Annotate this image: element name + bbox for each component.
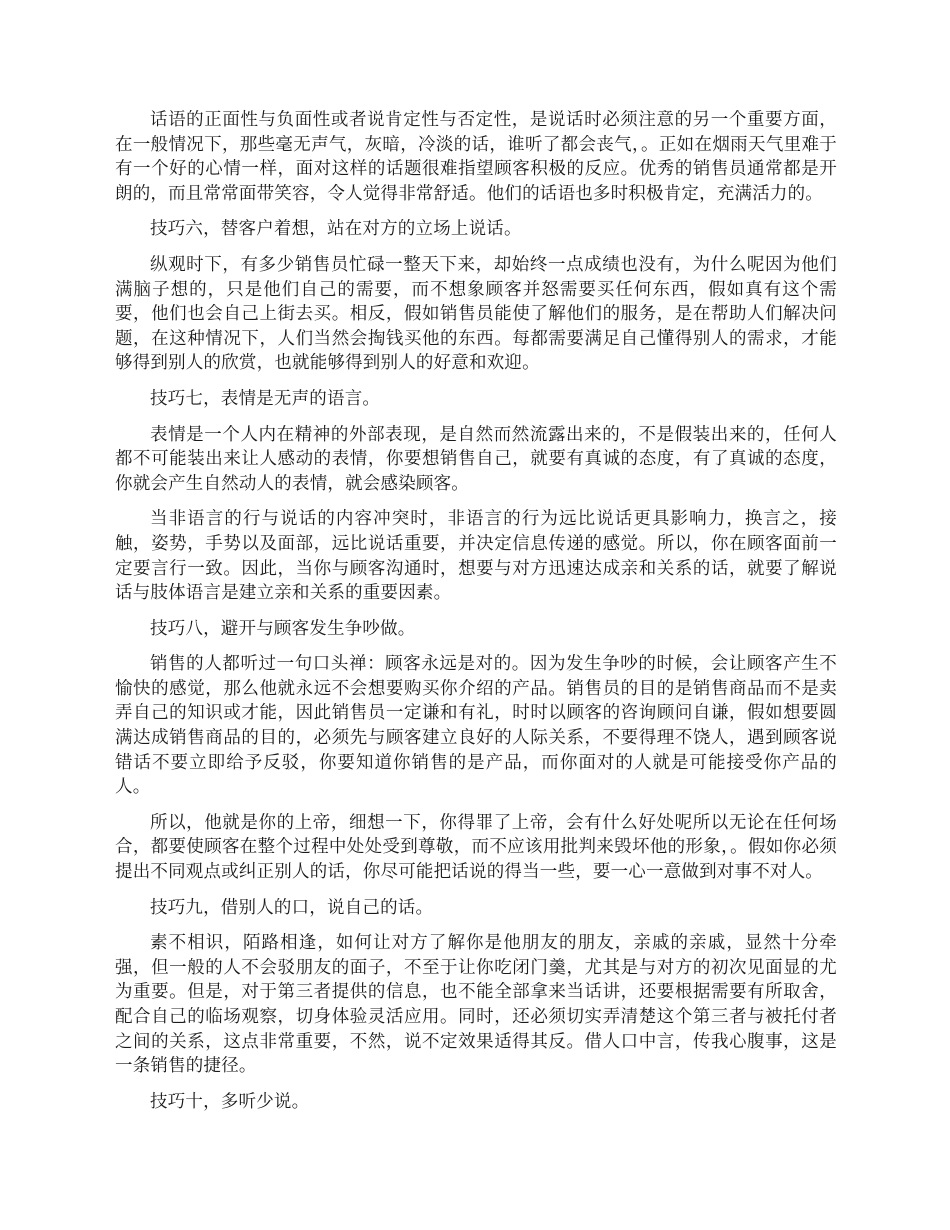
paragraph: 销售的人都听过一句口头禅：顾客永远是对的。因为发生争吵的时候，会让顾客产生不愉快的感觉，那么他就永远不会想要购买你介绍的产品。销售员的目的是销售商品而不是卖弄自己的知识或才能，因此销售员一定谦和有礼，时时以顾客的咨询顾问自谦，假如想要圆满达成销售商品的目的，必须先与顾客建立良好的人际关系，不要得理不饶人，遇到顾客说错话不要立即给予反驳，你要知道你销售的是产品，而你面对的人就是可能接受你产品的人。 — [115, 654, 837, 798]
section-heading: 技巧十，多听少说。 — [150, 1091, 310, 1112]
paragraph: 素不相识，陌路相逢，如何让对方了解你是他朋友的朋友，亲戚的亲戚，显然十分牵强，但一般的人不会驳朋友的面子，不至于让你吃闭门羹，尤其是与对方的初次见面显的尤为重要。但是，对于第三者提供的信息，也不能全部拿来当话讲，还要根据需要有所取舍，配合自己的临场观察，切身体验灵活应用。同时，还必须切实弄清楚这个第三者与被托付者之间的关系，这点非常重要，不然，说不定效果适得其反。借人口中言，传我心腹事，这是一条销售的捷径。 — [115, 933, 837, 1077]
section-heading: 技巧七，表情是无声的语言。 — [150, 388, 381, 409]
section-heading: 技巧六，替客户着想，站在对方的立场上说话。 — [150, 219, 522, 240]
paragraph: 所以，他就是你的上帝，细想一下，你得罪了上帝，会有什么好处呢所以无论在任何场合，都要使顾客在整个过程中处处受到尊敬，而不应该用批判来毁坏他的形象，。假如你必须提出不同观点或纠正别人的话，你尽可能把话说的得当一些，要一心一意做到对事不对人。 — [115, 812, 837, 883]
paragraph: 表情是一个人内在精神的外部表现，是自然而然流露出来的，不是假装出来的，任何人都不可能装出来让人感动的表情，你要想销售自己，就要有真诚的态度，有了真诚的态度，你就会产生自然动人的表情，就会感染顾客。 — [115, 424, 837, 494]
document-body — [115, 108, 837, 1125]
paragraph: 话语的正面性与负面性或者说肯定性与否定性，是说话时必须注意的另一个重要方面，在一般情况下，那些毫无声气，灰暗，冷淡的话，谁听了都会丧气，。正如在烟雨天气里难于有一个好的心情一样，面对这样的话题很难指望顾客积极的反应。优秀的销售员通常都是开朗的，而且常常面带笑容，令人觉得非常舒适。他们的话语也多时积极肯定，充满活力的。 — [115, 110, 837, 204]
section-heading: 技巧九，借别人的口，说自己的话。 — [150, 897, 434, 918]
paragraph: 当非语言的行与说话的内容冲突时，非语言的行为远比说话更具影响力，换言之，接触，姿势，手势以及面部，远比说话重要，并决定信息传递的感觉。所以，你在顾客面前一定要言行一致。因此，当你与顾客沟通时，想要与对方迅速达成亲和关系的话，就要了解说话与肢体语言是建立亲和关系的重要因素。 — [115, 509, 837, 604]
paragraph: 纵观时下，有多少销售员忙碌一整天下来，却始终一点成绩也没有，为什么呢因为他们满脑子想的，只是他们自己的需要，而不想象顾客并怒需要买任何东西，假如真有这个需要，他们也会自己上街去买。相反，假如销售员能使了解他们的服务，是在帮助人们解决问题，在这种情况下，人们当然会掏钱买他的东西。每都需要满足自己懂得别人的需求，才能够得到别人的欣赏，也就能够得到别人的好意和欢迎。 — [115, 254, 837, 374]
section-heading: 技巧八，避开与顾客发生争吵做。 — [150, 618, 416, 639]
